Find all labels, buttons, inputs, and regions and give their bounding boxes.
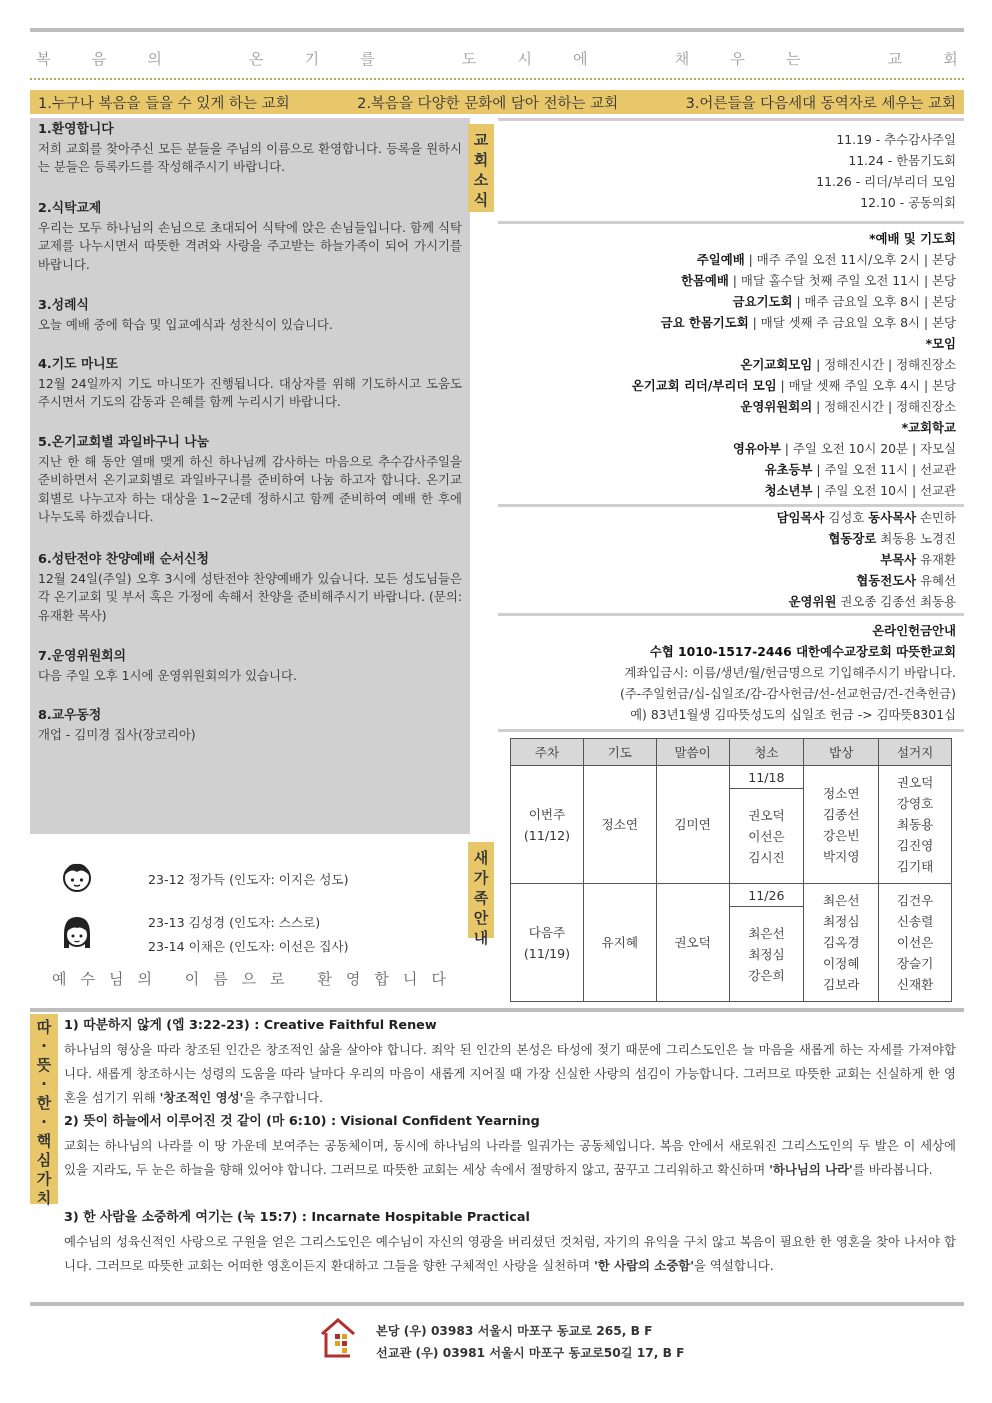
worship-item: 온기교회모임 | 정해진시간 | 정해진장소 — [740, 357, 956, 372]
news-title: 1.환영합니다 — [38, 122, 114, 137]
welcome-char: 영 — [345, 970, 361, 988]
welcome-char: 이 — [184, 970, 200, 988]
core-value-title: 1) 따분하지 않게 (엡 3:22-23) : Creative Faithful Renew — [64, 1018, 437, 1033]
welcome-char: 니 — [402, 970, 418, 988]
table-row — [511, 884, 952, 907]
core-value-title: 3) 한 사람을 소중하게 여기는 (눅 15:7) : Incarnate Hospitable Practical — [64, 1210, 530, 1225]
tab-char: 심 — [36, 1151, 52, 1169]
welcome-char: 름 — [213, 970, 228, 988]
worship-item: 운영위원회의 | 정해진시간 | 정해진장소 — [740, 399, 956, 414]
staff-line: 협동장로 최동용 노경진 — [828, 531, 956, 546]
tab-char: 치 — [36, 1189, 52, 1207]
news-item-2 — [38, 200, 462, 274]
news-body: 12월 24일(주일) 오후 3시에 성탄전야 찬양예배가 있습니다. 모든 성도님들은 각 온기교회 및 부서 혹은 가정에 속해서 찬양을 준비해주시기 바랍니다. (문의: 유재환 목사) — [38, 570, 462, 623]
core-value-1 — [64, 1014, 956, 1110]
welcome-char: 으 — [241, 970, 257, 988]
duty-header: 설거지 — [879, 739, 952, 766]
tab-char: · — [41, 1075, 47, 1093]
duty-header: 주차 — [511, 739, 584, 766]
duty-week: 이번주 (11/12) — [511, 766, 584, 884]
welcome-char: 합 — [374, 970, 389, 988]
offering-account: 수협 1010-1517-2446 대한예수교장로회 따뜻한교회 — [649, 644, 956, 659]
motto-char: 시 — [517, 50, 532, 68]
core-value-2 — [64, 1110, 956, 1182]
worship-heading: *예배 및 기도회 — [869, 231, 956, 246]
news-body: 우리는 모두 하나님의 손님으로 초대되어 식탁에 앉은 손님들입니다. 함께 식탁교제를 나누시면서 따뜻한 격려와 사랑을 주고받는 하늘가족이 되어 가시기를 바랍니다. — [38, 219, 462, 272]
motto-char: 에 — [573, 50, 588, 68]
offering-rule — [498, 729, 964, 732]
worship-item: 주일예배 | 매주 주일 오전 11시/오후 2시 | 본당 — [696, 252, 956, 267]
values-tab-label — [30, 1018, 58, 1208]
welcome-char: 환 — [317, 970, 332, 988]
duty-clean: 권오덕 이선은 김시진 — [729, 789, 804, 884]
news-body: 12월 24일까지 기도 마니또가 진행됩니다. 대상자를 위해 기도하시고 도움도 주시면서 기도의 감동과 은혜를 함께 누리시기 바랍니다. — [38, 375, 462, 409]
address-mission: 선교관 (우) 03981 서울시 마포구 동교로50길 17, B F — [376, 1346, 685, 1360]
worship-rule — [498, 504, 964, 507]
welcome-char: 님 — [108, 970, 124, 988]
news-title: 6.성탄전야 찬양예배 순서신청 — [38, 552, 210, 567]
motto-char: 를 — [360, 50, 375, 68]
core-value-3 — [64, 1206, 956, 1278]
values-tab — [30, 1014, 58, 1207]
duty-header: 밥상 — [804, 739, 879, 766]
welcome-char: 로 — [270, 970, 285, 988]
welcome-message — [52, 968, 446, 989]
news-body: 지난 한 해 동안 열매 맺게 하신 하나님께 감사하는 마음으로 추수감사주일을 준비하면서 온기교회별로 과일바구니를 준비하여 나눔 하고자 합니다. 온기교회별로 나누고자 하는 대상을 1~2군데 정하시고 함께 준비하여 예배 한 후에 나누도록 하겠습니다. — [38, 453, 462, 524]
duty-reader: 김미연 — [656, 766, 729, 884]
tab-char: 핵 — [36, 1132, 52, 1150]
tab-char: 식 — [473, 191, 489, 209]
duty-dish: 권오덕 강영호 최동용 김진영 김기태 — [879, 766, 952, 884]
duty-header: 청소 — [729, 739, 804, 766]
church-logo-icon — [318, 1316, 358, 1360]
tab-char: 소 — [473, 171, 489, 189]
new-family-entry: 23-13 김성경 (인도자: 스스로) — [148, 915, 321, 930]
news-title: 2.식탁교제 — [38, 201, 102, 216]
worship-item: 금요 한몸기도회 | 매달 셋째 주 금요일 오후 8시 | 본당 — [660, 315, 956, 330]
girl-avatar-icon — [60, 914, 94, 952]
duty-header: 기도 — [583, 739, 656, 766]
new-family-entry: 23-14 이채은 (인도자: 이선은 집사) — [148, 939, 349, 954]
duty-header: 말씀이 — [656, 739, 729, 766]
offering-note-3: 예) 83년1월생 김따뜻성도의 십일조 헌금 -> 김따뜻8301십 — [630, 707, 956, 722]
tab-char: 회 — [473, 151, 489, 169]
welcome-char: 의 — [137, 970, 152, 988]
news-title: 4.기도 마니또 — [38, 357, 119, 372]
duty-prayer: 유지혜 — [583, 884, 656, 1002]
motto-char: 음 — [91, 50, 107, 68]
offering-note-1: 계좌입금시: 이름/생년/월/헌금명으로 기입해주시기 바랍니다. — [624, 665, 956, 680]
tab-char: 교 — [473, 131, 489, 149]
motto — [30, 48, 964, 70]
duty-clean: 최은선 최정심 강은희 — [729, 907, 804, 1002]
motto-char: 기 — [304, 50, 320, 68]
staff-rule — [498, 613, 964, 616]
news-title: 3.성례식 — [38, 298, 89, 313]
worship-heading: *모임 — [925, 336, 956, 351]
welcome-char: 수 — [80, 970, 95, 988]
schedule-line: 12.10 - 공동의회 — [860, 195, 956, 210]
worship-item: 한몸예배 | 매달 홀수달 첫째 주일 오전 11시 | 본당 — [680, 273, 956, 288]
duty-reader: 권오덕 — [656, 884, 729, 1002]
tab-char: 새 — [473, 849, 489, 867]
values-bottom-rule — [30, 1302, 964, 1306]
duty-meal: 최은선 최정심 김옥경 이정혜 김보라 — [804, 884, 879, 1002]
news-body: 오늘 예배 중에 학습 및 입교예식과 성찬식이 있습니다. — [38, 316, 333, 332]
worship-item: 청소년부 | 주일 오전 10시 | 선교관 — [764, 483, 956, 498]
tab-char: 안 — [473, 909, 489, 927]
tab-char: 뜻 — [36, 1056, 52, 1074]
schedule-line: 11.24 - 한몸기도회 — [848, 153, 956, 168]
duty-dish: 김건우 신송렬 이선은 장슬기 신재환 — [879, 884, 952, 1002]
tab-char: · — [41, 1113, 47, 1131]
news-tab — [468, 124, 494, 212]
schedule-line: 11.26 - 리더/부리더 모임 — [816, 174, 956, 189]
tab-char: 족 — [473, 889, 489, 907]
vision-bar — [30, 90, 964, 114]
welcome-char: 다 — [431, 970, 446, 988]
duty-table — [510, 738, 952, 1002]
table-row — [511, 766, 952, 789]
schedule-line: 11.19 - 추수감사주일 — [836, 132, 956, 147]
news-tab-label — [468, 130, 494, 210]
new-family-entry: 23-12 정가득 (인도자: 이지은 성도) — [148, 872, 349, 887]
motto-char: 회 — [943, 50, 958, 68]
offering-title: 온라인헌금안내 — [872, 623, 956, 638]
right-top-rule — [498, 118, 964, 121]
tab-char: 가 — [36, 1170, 52, 1188]
welcome-char: 예 — [52, 970, 67, 988]
news-title: 5.온기교회별 과일바구니 나눔 — [38, 435, 210, 450]
news-item-1 — [38, 121, 462, 177]
vision-3: 3.어른들을 다음세대 동역자로 세우는 교회 — [685, 95, 956, 112]
duty-clean-date: 11/18 — [729, 766, 804, 789]
motto-char: 교 — [887, 50, 903, 68]
motto-underline — [30, 78, 964, 80]
vision-2: 2.복음을 다양한 문화에 담아 전하는 교회 — [357, 95, 619, 112]
core-value-body: 교회는 하나님의 나라를 이 땅 가운데 보여주는 공동체이며, 동시에 하나님의 나라를 일궈가는 공동체입니다. 복음 안에서 새로워진 그리스도인의 두 발은 이 세상에 있을 지라도, 두 눈은 하늘을 향해 있어야 합니다. 그러므로 따뜻한 교회는 세상 속에서 절망하지 않고, 꿈꾸고 그리워하고 확신하며 '하나님의 나라'를 바라봅니다. — [64, 1138, 956, 1177]
motto-char: 의 — [147, 50, 162, 68]
motto-char — [629, 48, 634, 70]
core-value-title: 2) 뜻이 하늘에서 이루어진 것 같이 (마 6:10) : Visional Confident Yearning — [64, 1114, 540, 1129]
duty-prayer: 정소연 — [583, 766, 656, 884]
staff-line: 부목사 유재환 — [880, 552, 956, 567]
worship-heading: *교회학교 — [901, 420, 956, 435]
motto-char: 복 — [36, 50, 51, 68]
news-item-6 — [38, 551, 462, 625]
motto-char: 온 — [248, 50, 264, 68]
motto-char: 채 — [674, 50, 690, 68]
news-body: 다음 주일 오후 1시에 운영위원회의가 있습니다. — [38, 667, 297, 683]
offering-note-2: (주-주일헌금/십-십일조/감-감사헌금/선-선교헌금/건-건축헌금) — [620, 686, 956, 701]
boy-avatar-icon — [62, 860, 92, 894]
worship-item: 유초등부 | 주일 오전 11시 | 선교관 — [764, 462, 956, 477]
welcome-char — [299, 968, 304, 989]
motto-char — [416, 48, 421, 70]
news-item-4 — [38, 356, 462, 412]
welcome-char — [166, 968, 171, 989]
duty-week: 다음주 (11/19) — [511, 884, 584, 1002]
address-main: 본당 (우) 03983 서울시 마포구 동교로 265, B F — [376, 1324, 653, 1338]
new-family-tab — [468, 842, 494, 947]
staff-line: 담임목사 김성호 동사목사 손민하 — [776, 510, 956, 525]
news-body: 개업 - 김미경 집사(장코리아) — [38, 726, 196, 742]
news-body: 저희 교회를 찾아주신 모든 분들을 주님의 이름으로 환영합니다. 등록을 원하시는 분들은 등록카드를 작성해주시기 바랍니다. — [38, 140, 462, 174]
motto-char: 우 — [730, 50, 745, 68]
motto-char: 도 — [461, 50, 477, 68]
tab-char: 한 — [36, 1094, 52, 1112]
motto-char — [842, 48, 847, 70]
worship-item: 금요기도회 | 매주 금요일 오후 8시 | 본당 — [732, 294, 956, 309]
worship-item: 온기교회 리더/부리더 모임 | 매달 셋째 주일 오후 4시 | 본당 — [631, 378, 956, 393]
motto-char: 는 — [786, 50, 801, 68]
motto-char — [203, 48, 208, 70]
values-top-rule — [30, 1008, 964, 1012]
news-item-8 — [38, 707, 462, 744]
tab-char: 가 — [473, 869, 489, 887]
tab-char: · — [41, 1037, 47, 1055]
tab-char: 따 — [36, 1018, 52, 1036]
duty-header-row — [511, 739, 952, 766]
worship-item: 영유아부 | 주일 오전 10시 20분 | 자모실 — [732, 441, 956, 456]
core-value-body: 하나님의 형상을 따라 창조된 인간은 창조적인 삶을 살아야 합니다. 죄악 된 인간의 본성은 타성에 젖기 때문에 그리스도인은 늘 마음을 새롭게 하는 자세를 가져야합니다. 새롭게 창조하시는 성령의 도움을 따라 날마다 우리의 마음이 새롭게 지어질 때 가장 신실한 사랑의 섬김이 가능합니다. 그러므로 따뜻한 교회는 신실하게 한 영혼을 섬기기 위해 '창조적인 영성'을 추구합니다. — [64, 1042, 956, 1105]
news-title: 7.운영위원회의 — [38, 649, 126, 664]
staff-line: 운영위원 권오종 김종선 최동용 — [788, 594, 956, 609]
staff-line: 협동전도사 유혜선 — [856, 573, 956, 588]
news-item-3 — [38, 297, 462, 334]
duty-meal: 정소연 김종선 강은빈 박지영 — [804, 766, 879, 884]
schedule-rule — [498, 221, 964, 224]
new-family-tab-label — [468, 848, 494, 948]
news-item-5 — [38, 434, 462, 527]
core-value-body: 예수님의 성육신적인 사랑으로 구원을 얻은 그리스도인은 예수님이 자신의 영광을 버리셨던 것처럼, 자기의 유익을 구치 않고 복음이 필요한 한 영혼을 찾아 나서야 합니다. 그러므로 따뜻한 교회는 어떠한 영혼이든지 환대하고 그들을 향한 구체적인 사랑을 실천하며 '한 사람의 소중함'을 역설합니다. — [64, 1234, 956, 1273]
news-title: 8.교우동정 — [38, 708, 102, 723]
top-rule — [30, 28, 964, 32]
news-item-7 — [38, 648, 462, 685]
vision-1: 1.누구나 복음을 들을 수 있게 하는 교회 — [38, 95, 290, 112]
duty-clean-date: 11/26 — [729, 884, 804, 907]
tab-char: 내 — [473, 929, 489, 947]
